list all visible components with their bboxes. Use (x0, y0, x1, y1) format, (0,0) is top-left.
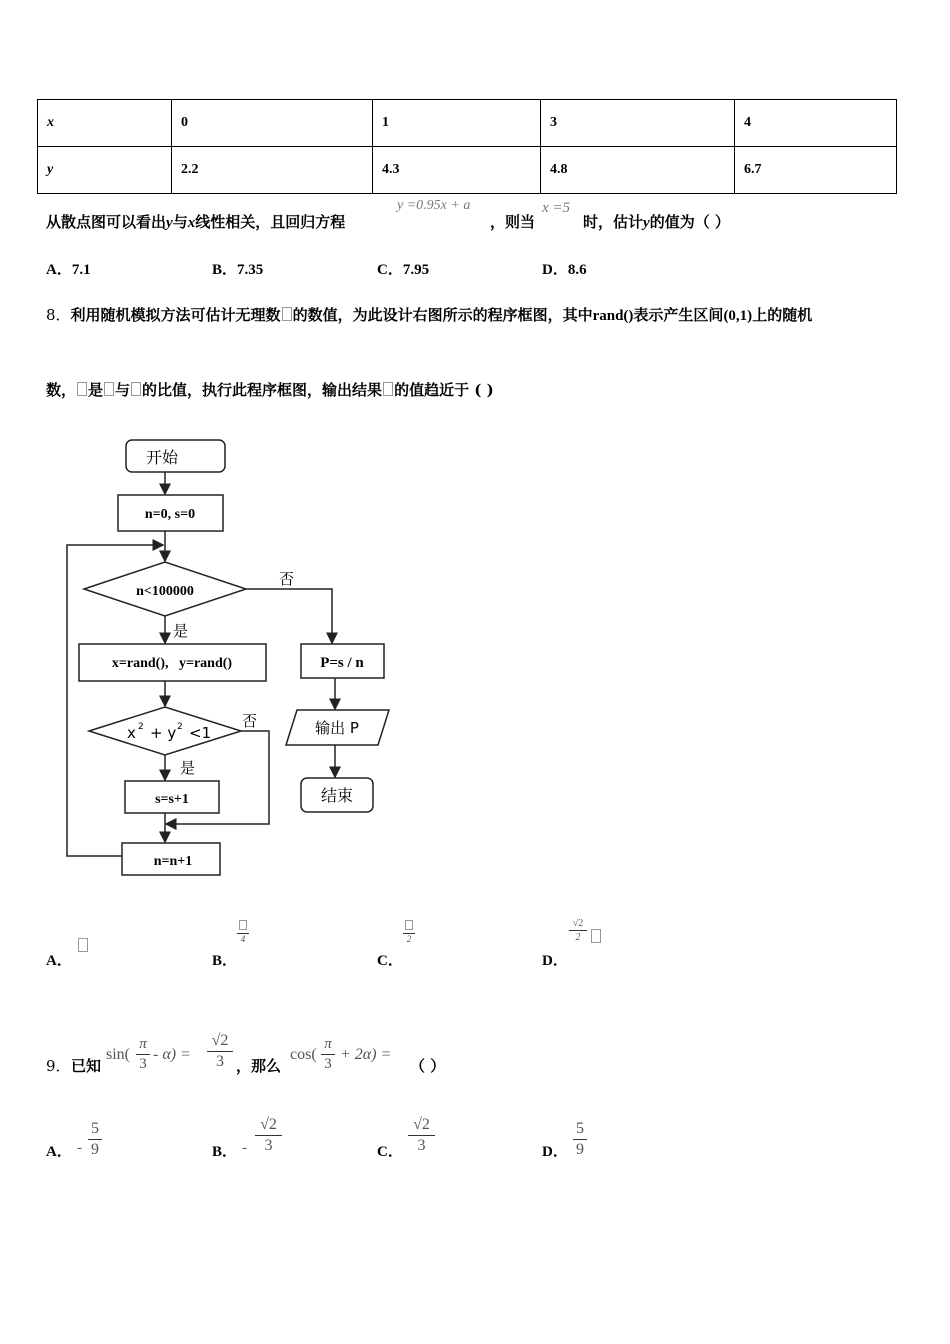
q8-option-a: A． (46, 953, 72, 969)
q9-plus-2alpha: + 2α) = (340, 1046, 392, 1063)
q7-stem: 从散点图可以看出y与x线性相关，且回归方程 (46, 213, 346, 231)
row-header-x: x (38, 100, 172, 147)
q9-option-d-fraction: 5 9 (573, 1120, 587, 1158)
row-header-y: y (38, 147, 172, 194)
q9-option-c-fraction: √2 3 (408, 1116, 435, 1154)
cond2-sup: 2 (177, 722, 183, 732)
q8-stem-line2: 数， 是 与 的比值，执行此程序框图，输出结果 的值趋近于 ( ) (46, 381, 494, 399)
q9-cos: cos( (290, 1046, 317, 1063)
q9-sqrt2-over-3: √2 3 (207, 1032, 233, 1070)
q7-option-d: D．8.6 (542, 262, 587, 278)
table-cell: 4 (735, 100, 897, 147)
arrow-no-2 (166, 731, 269, 824)
cond2-plus-y: + y (150, 724, 177, 742)
q7-condition: x =5 (542, 200, 571, 216)
q9-pi-over-3-b: π 3 (321, 1036, 335, 1072)
yes2-label: 是 (180, 759, 196, 777)
q8-option-b-fraction: 4 (237, 920, 249, 945)
placeholder-symbol (78, 938, 88, 952)
no2-label: 否 (242, 712, 258, 730)
cond1-label: n<100000 (136, 584, 194, 599)
init-label: n=0, s=0 (144, 507, 196, 522)
q9-number: 9． (46, 1057, 71, 1075)
yes1-label: 是 (173, 622, 189, 640)
end-label: 结束 (320, 786, 354, 805)
q9-option-a: A． (46, 1144, 72, 1160)
q8-stem-line1: 8．利用随机模拟方法可估计无理数 的数值，为此设计右图所示的程序框图，其中rand()表示产生区间(0,1)上的随机 (46, 306, 813, 324)
q8-option-c-fraction: 2 (403, 920, 415, 945)
q8-option-c: C． (377, 953, 403, 969)
output-label: 输出 P (315, 719, 359, 737)
q9-option-c: C． (377, 1144, 403, 1160)
q7-stem-2: ，则当 (490, 213, 536, 231)
inc-n-label: n=n+1 (153, 854, 193, 869)
q9-option-d: D． (542, 1144, 568, 1160)
compute-label: P=s / n (320, 655, 364, 671)
q9-sin: sin( (106, 1046, 130, 1063)
q9-pi-over-3: π 3 (136, 1036, 150, 1072)
table-cell: 2.2 (172, 147, 373, 194)
q7-option-a: A．7.1 (46, 262, 91, 278)
cond2-lt: <1 (189, 724, 212, 742)
q9-minus-alpha: - α) = (153, 1046, 191, 1063)
q9-text-2: ，那么 (236, 1057, 282, 1075)
q9-option-a-sign: - (77, 1140, 82, 1156)
rand-label: x=rand(), y=rand() (111, 656, 233, 671)
no1-label: 否 (279, 570, 295, 588)
q8-option-d-fraction: √2 2 (569, 918, 587, 943)
q7-option-c: C．7.95 (377, 262, 430, 278)
table-cell: 0 (172, 100, 373, 147)
q9-option-b-fraction: √2 3 (255, 1116, 282, 1154)
table-cell: 4.8 (541, 147, 735, 194)
q9-option-b-sign: - (242, 1140, 247, 1156)
q7-stem-3: 时，估计y的值为（ ） (583, 213, 730, 231)
q7-equation: y =0.95x + a (397, 198, 471, 213)
table-cell: 3 (541, 100, 735, 147)
table-cell: 6.7 (735, 147, 897, 194)
start-label: 开始 (145, 448, 179, 467)
q8-option-d: D． (542, 953, 568, 969)
cond2-x: x (127, 724, 136, 742)
inc-s-label: s=s+1 (155, 792, 189, 807)
q9-text: 已知 (71, 1057, 102, 1075)
q9-option-b: B． (212, 1144, 238, 1160)
q8-option-b: B． (212, 953, 238, 969)
q9-paren: （ ） (410, 1057, 446, 1075)
q9-option-a-fraction: 5 9 (88, 1120, 102, 1158)
table-cell: 4.3 (373, 147, 541, 194)
placeholder-symbol (591, 929, 601, 943)
cond2-sup: 2 (138, 722, 144, 732)
q7-option-b: B．7.35 (212, 262, 264, 278)
arrow-no-1 (246, 589, 332, 643)
table-cell: 1 (373, 100, 541, 147)
